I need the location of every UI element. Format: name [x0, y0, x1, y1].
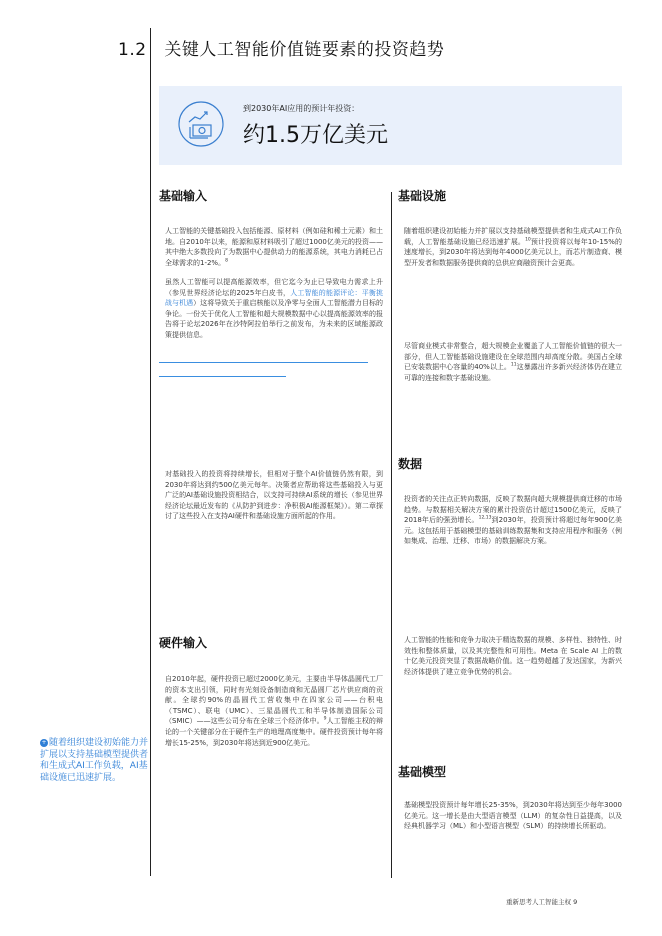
callout-label: 到2030年AI应用的预计年投资：	[243, 104, 360, 113]
infrastructure-p2-text-b: 这暴露出许多新兴经济体仍在建立可靠的连接和数字基础设施。	[404, 363, 623, 382]
foundation-models-heading: 基础模型	[398, 765, 447, 779]
basic-inputs-p2-text-a: 虽然人工智能可以提高能源效率，但它迄今为止已导致电力需求上升（参见世界经济论坛的2025年白皮书，	[165, 278, 383, 297]
hardware-inputs-heading: 硬件输入	[159, 636, 208, 650]
callout-value: 约1.5万亿美元	[243, 123, 388, 148]
hardware-p1-text: 自2010年起，硬件投资已超过2000亿美元，主要由半导体晶圆代工厂的资本支出引领，同时有光刻设备制造商和无晶圆厂芯片供应商的贡献。全球约90%的晶圆代工营收集中在四家公司——台积电（TSMC）、联电（UMC）、三星晶圆代工和半导体制造国际公司（SMIC）——这些公司分布在全球三个经济体中。	[165, 675, 383, 726]
infrastructure-heading: 基础设施	[398, 189, 447, 203]
basic-inputs-heading: 基础输入	[159, 189, 208, 203]
infrastructure-paragraph-1	[404, 226, 622, 268]
infrastructure-p1-text: 随着组织建设初始能力并扩展以支持基础模型提供者和生成式AI工作负载，人工智能基础设施已经迅速扩展。	[404, 227, 622, 246]
pull-quote-text: 随着组织建设初始能力并扩展以支持基础模型提供者和生成式AI工作负载，AI基础设施已迅速扩展。	[40, 738, 149, 783]
energy-report-link[interactable]: 人工智能的能源评论：平衡挑战与机遇	[165, 288, 383, 308]
page-footer: 重新思考人工智能主权 9	[506, 898, 578, 906]
blue-divider-short	[159, 376, 286, 377]
data-heading: 数据	[398, 457, 423, 471]
section-number: 1.2	[118, 40, 147, 60]
basic-inputs-paragraph-2	[165, 277, 383, 341]
investment-callout	[159, 86, 622, 165]
infrastructure-p1-ref: 10	[525, 237, 531, 243]
infrastructure-p1-text-b: 预计投资将以每年10-15%的速度增长，到2030年将达到每年4000亿美元以上，而芯片制造商、模型开发者和数据服务提供商的总供应商融资预计会更高。	[404, 237, 622, 267]
basic-inputs-paragraph-1	[165, 226, 383, 276]
middle-column-rule	[391, 192, 392, 878]
data-paragraph-1	[404, 494, 622, 547]
section-title: 关键人工智能价值链要素的投资趋势	[164, 40, 445, 60]
foundation-models-paragraph-1: 基础模型投资预计每年增长25-35%，到2030年将达到至少每年3000亿美元。这一增长是由大型语言模型（LLM）的复杂性日益提高，以及经典机器学习（ML）和小型语言模型（SLM）的持续增长所驱动。	[404, 801, 622, 831]
infrastructure-p2-text: 尽管商业模式非常整合，超大规模企业覆盖了人工智能价值链的很大一部分，但人工智能基础设施建设在全球范围内却高度分散。美国占全球已安装数据中心容量的40%以上。	[404, 342, 622, 372]
hardware-p1-text-b: 人工智能主权的辩论的一个关键部分在于硬件生产的地理高度集中。硬件投资预计每年将增长15-25%，到2030年将达到近900亿美元。	[165, 717, 383, 747]
hardware-p1-ref: 9	[323, 717, 327, 723]
basic-inputs-p1-text: 人工智能的关键基础投入包括能源、原材料（例如硅和稀土元素）和土地。自2010年以来，能源和原材料吸引了超过1000亿美元的投资——其中绝大多数投向了为数据中心提供动力的能源系统，其电力消耗已占全球需求的1-2%。	[165, 227, 383, 267]
pull-quote	[40, 738, 152, 784]
data-p1-text: 投资者的关注点正转向数据，反映了数据向超大规模提供商迁移的市场趋势。与数据相关解决方案的累计投资估计超过1500亿美元，反映了2018年后的强劲增长。	[404, 495, 622, 525]
hardware-inputs-paragraph-1	[165, 674, 383, 748]
data-p1-text-b: 到2030年，投资预计将超过每年900亿美元。这包括用于基础模型的基础训练数据集和支持应用程序和服务（例如集成、治理、迁移、市场）的数据解决方案。	[404, 516, 622, 546]
data-p1-ref: 12,13	[478, 515, 492, 521]
infrastructure-paragraph-2	[404, 341, 622, 383]
investment-growth-icon	[177, 100, 225, 148]
blue-divider-long	[159, 362, 368, 363]
basic-inputs-paragraph-3: 对基础投入的投资将持续增长，但相对于整个AI价值链仍然有限，到2030年将达到约500亿美元每年。决策者应帮助将这些基础投入与更广泛的AI基础设施投资相结合，以支持可持续AI系统的增长（参见世界经济论坛最近发布的《从防护到进步：净积极AI能源框架》）。第二章探讨了这些投入在支持AI硬件和基础设施方面所起的作用。	[165, 470, 383, 521]
section-heading	[118, 35, 444, 60]
infrastructure-p2-ref: 11	[510, 362, 517, 368]
basic-inputs-p2-text-b: ）这将导致关于重启核能以及净零与全面人工智能潜力目标的争论。一份关于优化人工智能和超大规模数据中心以提高能源效率的报告将于论坛2026年在沙特阿拉伯举行之前发布，为未来的区域能源政策提供信息。	[165, 299, 384, 339]
plus-icon: +	[41, 739, 47, 746]
data-paragraph-2: 人工智能的性能和竞争力取决于精选数据的规模、多样性、独特性、时效性和整体质量，以及其完整性和可用性。Meta 在 Scale AI 上的数十亿美元投资突显了数据战略价值。这一趋势超越了发达国家，为新兴经济体提供了建立竞争优势的机会。	[404, 636, 622, 676]
basic-inputs-p1-ref: 8	[225, 258, 228, 264]
